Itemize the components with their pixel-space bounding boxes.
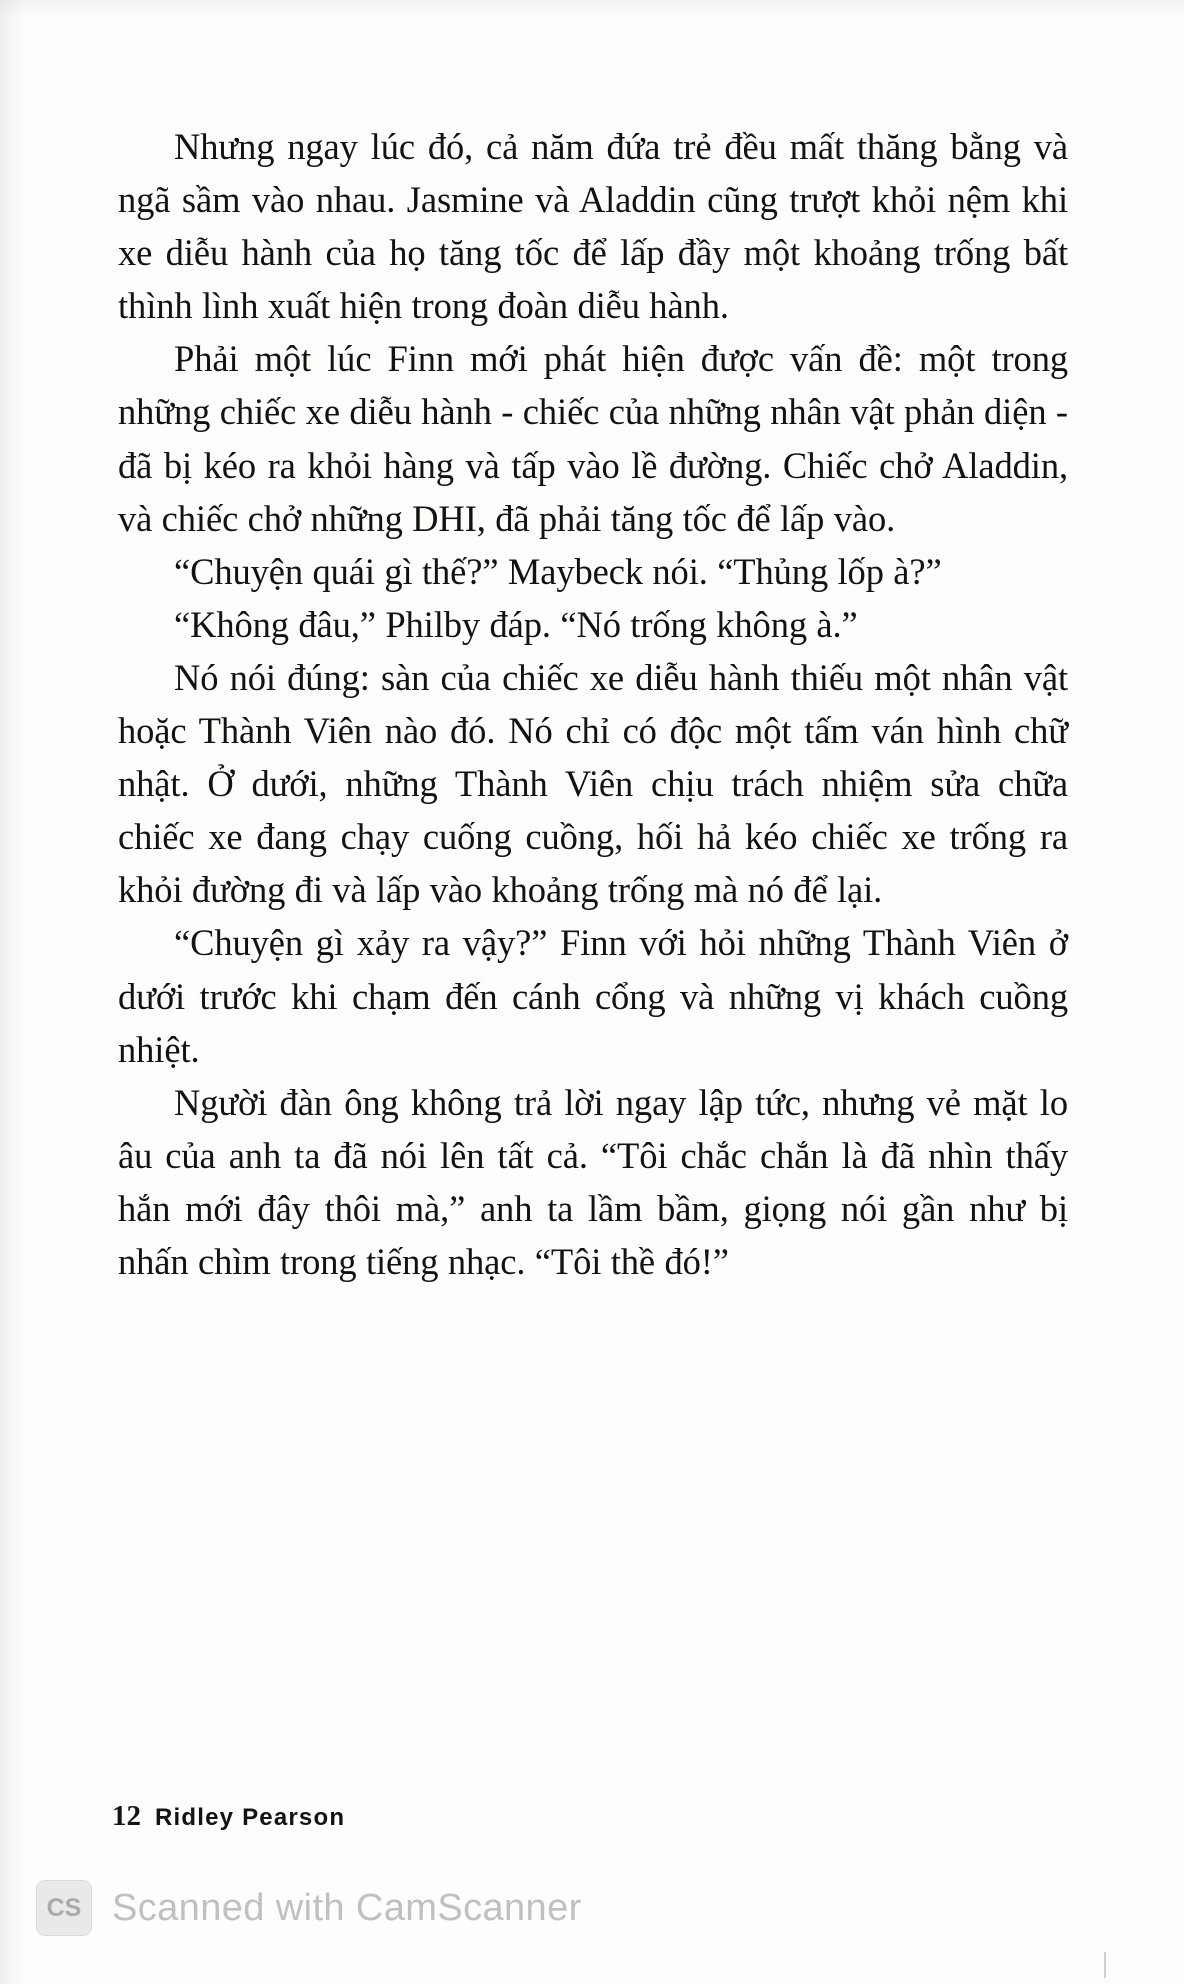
paragraph: Phải một lúc Finn mới phát hiện được vấn đề: một trong những chiếc xe diễu hành - chiếc của những nhân vật phản diện - đã bị kéo ra khỏi hàng và tấp vào lề đường. Chiếc chở Aladdin, và chiếc chở những DHI, đã phải tăng tốc để lấp vào.: [118, 338, 1068, 539]
camscanner-watermark: [36, 1880, 582, 1936]
body-text-column: [118, 120, 1068, 1288]
paragraph: Người đàn ông không trả lời ngay lập tức, nhưng vẻ mặt lo âu của anh ta đã nói lên tất cả. “Tôi chắc chắn là đã nhìn thấy hắn mới đây thôi mà,” anh ta lầm bầm, giọng nói gần như bị nhấn chìm trong tiếng nhạc. “Tôi thề đó!”: [118, 1081, 1068, 1282]
page-number: 12: [112, 1800, 141, 1832]
camscanner-logo-icon: CS: [36, 1880, 92, 1936]
paragraph: Nhưng ngay lúc đó, cả năm đứa trẻ đều mất thăng bằng và ngã sầm vào nhau. Jasmine và Aladdin cũng trượt khỏi nệm khi xe diễu hành của họ tăng tốc để lấp đầy một khoảng trống bất thình lình xuất hiện trong đoàn diễu hành.: [118, 126, 1068, 327]
paragraph: Nó nói đúng: sàn của chiếc xe diễu hành thiếu một nhân vật hoặc Thành Viên nào đó. Nó chỉ có độc một tấm ván hình chữ nhật. Ở dưới, những Thành Viên chịu trách nhiệm sửa chữa chiếc xe đang chạy cuống cuồng, hối hả kéo chiếc xe trống ra khỏi đường đi và lấp vào khoảng trống mà nó để lại.: [118, 656, 1068, 911]
page-edge-mark: [1104, 1952, 1106, 1978]
page-left-shadow: [0, 0, 26, 1984]
running-head: Ridley Pearson: [155, 1804, 346, 1831]
paragraph: “Chuyện quái gì thế?” Maybeck nói. “Thủng lốp à?”: [174, 550, 942, 592]
page-top-shadow: [0, 0, 1184, 18]
page-footer: [112, 1800, 712, 1833]
camscanner-watermark-text: Scanned with CamScanner: [112, 1886, 582, 1929]
paragraph: “Chuyện gì xảy ra vậy?” Finn với hỏi những Thành Viên ở dưới trước khi chạm đến cánh cổng và những vị khách cuồng nhiệt.: [118, 922, 1068, 1070]
paragraph: “Không đâu,” Philby đáp. “Nó trống không à.”: [174, 603, 858, 645]
